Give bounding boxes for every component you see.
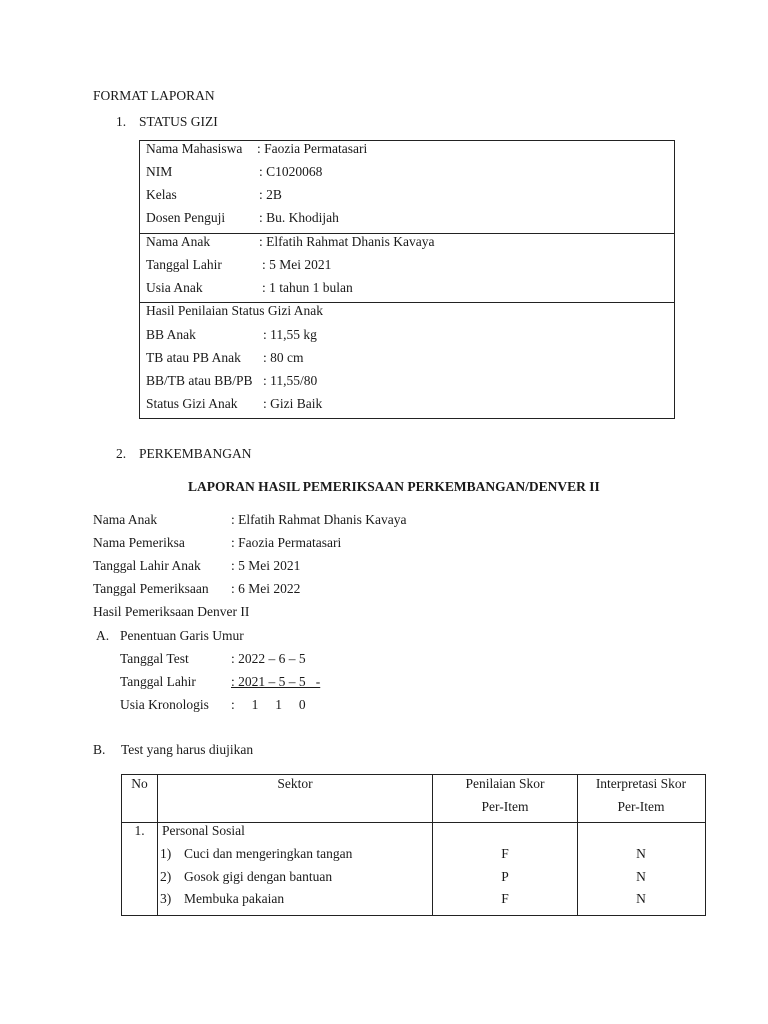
child-name-value: : Elfatih Rahmat Dhanis Kavaya (259, 234, 435, 249)
item-name: Membuka pakaian (184, 891, 285, 906)
info-child-name-label: Nama Anak (93, 512, 158, 527)
student-label: Nama Mahasiswa (146, 141, 243, 156)
header-interp-line2: Per-Item (617, 799, 665, 814)
examiner-label: Dosen Penguji (146, 210, 226, 225)
section2-title: PERKEMBANGAN (139, 446, 252, 461)
nim-label: NIM (146, 164, 173, 179)
item-score: P (501, 869, 509, 884)
birth-value-a: : 2021 – 5 – 5 - (231, 674, 321, 689)
item-interpretation: N (636, 891, 646, 906)
child-age-value: : 1 tahun 1 bulan (262, 280, 353, 295)
item-interpretation: N (636, 846, 646, 861)
table-col-divider-1 (157, 774, 158, 916)
part-b-letter: B. (93, 742, 106, 757)
item-interpretation: N (636, 869, 646, 884)
item-number: 2) (160, 869, 172, 884)
info-birth-date-label: Tanggal Lahir Anak (93, 558, 201, 573)
nim-value: : C1020068 (259, 164, 323, 179)
birth-date-value: : 5 Mei 2021 (262, 257, 332, 272)
item-number: 1) (160, 846, 172, 861)
nutrition-result-heading: Hasil Penilaian Status Gizi Anak (146, 303, 323, 318)
child-name-label: Nama Anak (146, 234, 211, 249)
header-sector: Sektor (277, 776, 313, 791)
section2-number: 2. (116, 446, 127, 461)
info-examiner-label: Nama Pemeriksa (93, 535, 185, 550)
header-score-line2: Per-Item (481, 799, 529, 814)
class-value: : 2B (259, 187, 282, 202)
test-date-value: : 2022 – 6 – 5 (231, 651, 306, 666)
weight-value: : 11,55 kg (263, 327, 317, 342)
child-age-label: Usia Anak (146, 280, 203, 295)
report-title: LAPORAN HASIL PEMERIKSAAN PERKEMBANGAN/DENVER II (188, 479, 600, 494)
info-birth-date-value: : 5 Mei 2021 (231, 558, 301, 573)
examiner-value: : Bu. Khodijah (259, 210, 339, 225)
header-no: No (131, 776, 148, 791)
header-score-line1: Penilaian Skor (465, 776, 545, 791)
weight-label: BB Anak (146, 327, 196, 342)
group-name: Personal Sosial (162, 823, 245, 838)
section1-number: 1. (116, 114, 127, 129)
section1-title: STATUS GIZI (139, 114, 218, 129)
info-exam-date-value: : 6 Mei 2022 (231, 581, 301, 596)
item-score: F (501, 891, 509, 906)
birth-date-label: Tanggal Lahir (146, 257, 222, 272)
student-value: : Faozia Permatasari (257, 141, 368, 156)
ratio-value: : 11,55/80 (263, 373, 318, 388)
info-examiner-value: : Faozia Permatasari (231, 535, 342, 550)
denver-result-heading: Hasil Pemeriksaan Denver II (93, 604, 250, 619)
header-interp-line1: Interpretasi Skor (595, 776, 687, 791)
nutrition-status-value: : Gizi Baik (263, 396, 323, 411)
height-label: TB atau PB Anak (146, 350, 241, 365)
chronological-age-value: : 1 1 0 (231, 697, 306, 712)
test-date-label: Tanggal Test (120, 651, 189, 666)
item-number: 3) (160, 891, 172, 906)
item-score: F (501, 846, 509, 861)
nutrition-status-label: Status Gizi Anak (146, 396, 238, 411)
ratio-label: BB/TB atau BB/PB (146, 373, 253, 388)
item-name: Gosok gigi dengan bantuan (184, 869, 333, 884)
info-exam-date-label: Tanggal Pemeriksaan (93, 581, 209, 596)
part-a-title: Penentuan Garis Umur (120, 628, 244, 643)
item-name: Cuci dan mengeringkan tangan (184, 846, 353, 861)
birth-label-a: Tanggal Lahir (120, 674, 196, 689)
class-label: Kelas (146, 187, 177, 202)
document-title: FORMAT LAPORAN (93, 88, 215, 103)
info-child-name-value: : Elfatih Rahmat Dhanis Kavaya (231, 512, 407, 527)
height-value: : 80 cm (263, 350, 304, 365)
chronological-age-label: Usia Kronologis (120, 697, 209, 712)
part-a-letter: A. (96, 628, 110, 643)
group-number: 1. (134, 823, 145, 838)
part-b-title: Test yang harus diujikan (121, 742, 254, 757)
